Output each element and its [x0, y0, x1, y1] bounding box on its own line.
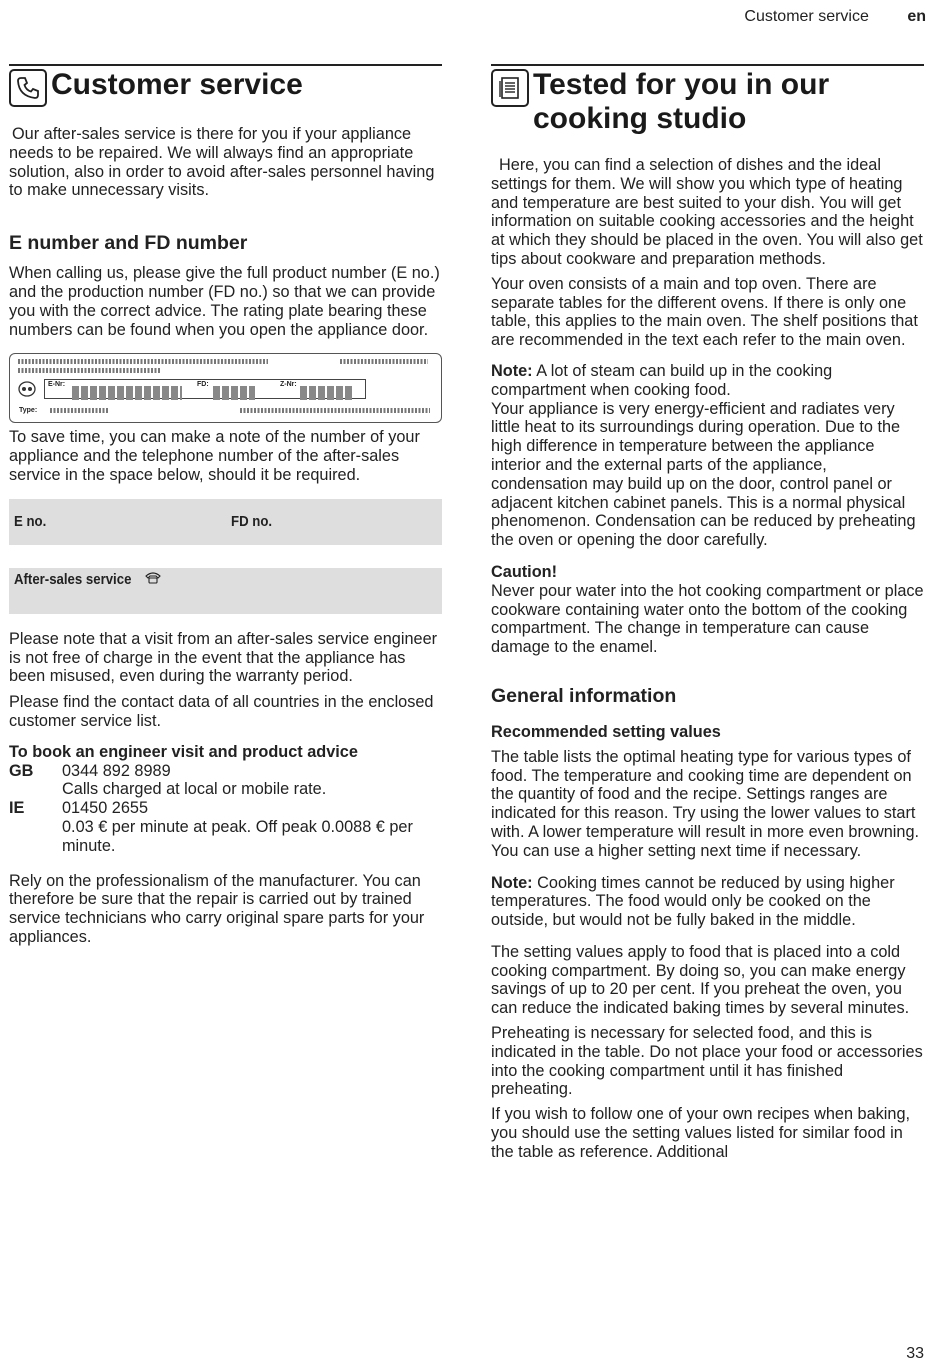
phone-icon: [9, 69, 47, 107]
recommended-values-heading: Recommended setting values: [491, 722, 721, 741]
general-info-heading: General information: [491, 684, 677, 707]
rate-info: 0.03 € per minute at peak. Off peak 0.0088 € per minute.: [62, 817, 413, 855]
header-language: en: [907, 8, 926, 25]
fd-no-label: FD no.: [231, 512, 273, 530]
book-engineer-heading: To book an engineer visit and product advice: [9, 742, 358, 761]
after-sales-note-box[interactable]: [9, 568, 442, 614]
running-header: [744, 8, 926, 26]
plate-znr-value: [300, 386, 352, 400]
caution-label: Caution!: [491, 562, 558, 581]
charge-note-paragraph: Please note that a visit from an after-sales service engineer is not free of charge in the event that the appliance has been misused, even during the warranty period.: [9, 629, 438, 686]
plate-line: [340, 359, 428, 364]
plate-znr-label: Z-Nr:: [280, 381, 297, 389]
note-text: Cooking times cannot be reduced by using higher temperatures. The food would only be cooked on the outside, but would not be fully baked in the middle.: [491, 873, 895, 930]
right-column: [491, 64, 924, 1162]
ovens-paragraph: Your oven consists of a main and top oven. There are separate tables for the different ovens. If there is only one table, this applies to the main oven. The shelf positions that are recommended in the text each refer to the main oven.: [491, 274, 918, 350]
plate-line: [50, 408, 108, 413]
service-logo-icon: [18, 381, 36, 397]
e-no-label: E no.: [14, 512, 47, 530]
plate-enr-label: E-Nr:: [48, 381, 66, 389]
note-label: Note:: [491, 361, 533, 380]
country-code: IE: [9, 799, 25, 818]
cold-start-paragraph: The setting values apply to food that is placed into a cold cooking compartment. By doing so, you can make energy savings of up to 20 per cent. If you preheat the oven, you can reduce the indicated baking times by several minutes.: [491, 942, 910, 1018]
phone-number: 01450 2655: [62, 799, 149, 818]
steam-note: [491, 362, 924, 400]
plate-line: [18, 359, 268, 364]
intro-paragraph: Our after-sales service is there for you if your appliance needs to be repaired. We will always find an appropriate solution, also in order to avoid after-sales personnel having to make unnecessary visits.: [9, 125, 435, 200]
rating-plate: [9, 353, 442, 423]
studio-intro-paragraph: Here, you can find a selection of dishes and the ideal settings for them. We will show you which type of heating and temperature are best suited to your dish. You will get information on suitable cooking accessories and the height at which they should be placed in the oven. You will also get tips about cookware and preparation methods.: [491, 156, 923, 268]
plate-line: [18, 368, 160, 373]
e-fd-paragraph: When calling us, please give the full product number (E no.) and the production number (FD no.) so that we can provide you with the correct advice. The rating plate bearing these numbers can be found when you open the appliance door.: [9, 264, 440, 339]
page-number: 33: [906, 1345, 924, 1362]
e-fd-note-box[interactable]: [9, 499, 442, 545]
plate-fd-label: FD:: [197, 381, 209, 389]
phone-number: 0344 892 8989: [62, 761, 171, 780]
cookbook-icon: [491, 69, 529, 107]
country-code: GB: [9, 761, 34, 780]
left-column: [9, 64, 442, 947]
save-time-paragraph: To save time, you can make a note of the number of your appliance and the telephone number of the after-sales service in the space below, should it be required.: [9, 428, 420, 484]
cooking-times-note: [491, 874, 924, 930]
contact-list: [9, 762, 442, 856]
header-section: Customer service: [744, 8, 869, 25]
plate-line: [240, 408, 430, 413]
plate-fd-value: [213, 386, 255, 400]
preheat-paragraph: Preheating is necessary for selected food, and this is indicated in the table. Do not place your food or accessories into the cooking compartment until it has finished preheating.: [491, 1024, 923, 1099]
page-title-right: Tested for you in our cooking studio: [533, 68, 830, 135]
own-recipes-paragraph: If you wish to follow one of your own recipes when baking, you should use the setting values listed for similar food in the table as reference. Additional: [491, 1105, 911, 1161]
contact-data-paragraph: Please find the contact data of all countries in the enclosed customer service list.: [9, 693, 434, 730]
telephone-icon: [144, 571, 162, 585]
note-label: Note:: [491, 873, 533, 892]
recommended-values-paragraph: The table lists the optimal heating type for various types of food. The temperature and cooking time are dependent on the quantity of food and the recipe. Settings ranges are indicated for this reason. Try using the lower values to start with. A lower temperature will result in more even browning. You can use a higher setting next time if necessary.: [491, 747, 920, 860]
rely-paragraph: Rely on the professionalism of the manufacturer. You can therefore be sure that the repair is carried out by trained service technicians who carry original spare parts for your appliances.: [9, 871, 425, 946]
rate-info: Calls charged at local or mobile rate.: [62, 780, 327, 799]
note-text: A lot of steam can build up in the cooking compartment when cooking food.: [491, 361, 833, 399]
cooking-studio-heading: [491, 64, 924, 136]
plate-type-label: Type:: [19, 407, 38, 415]
after-sales-label: After-sales service: [14, 570, 132, 588]
page-title-left: Customer service: [51, 68, 303, 101]
energy-paragraph: Your appliance is very energy-efficient and radiates very little heat to its surroundings during operation. Due to the high difference in temperature between the appliance interior and the external parts of the appliance, condensation may build up on the door, control panel or adjacent kitchen cabinet panels. This is a normal physical phenomenon. Condensation can be reduced by preheating the oven or opening the door carefully.: [491, 399, 916, 550]
customer-service-heading: [9, 64, 442, 107]
caution-paragraph: Never pour water into the hot cooking compartment or place cookware containing water onto the bottom of the cooking compartment. The change in temperature can cause damage to the enamel.: [491, 581, 924, 657]
plate-enr-value: [72, 386, 182, 400]
e-fd-heading: E number and FD number: [9, 232, 248, 255]
